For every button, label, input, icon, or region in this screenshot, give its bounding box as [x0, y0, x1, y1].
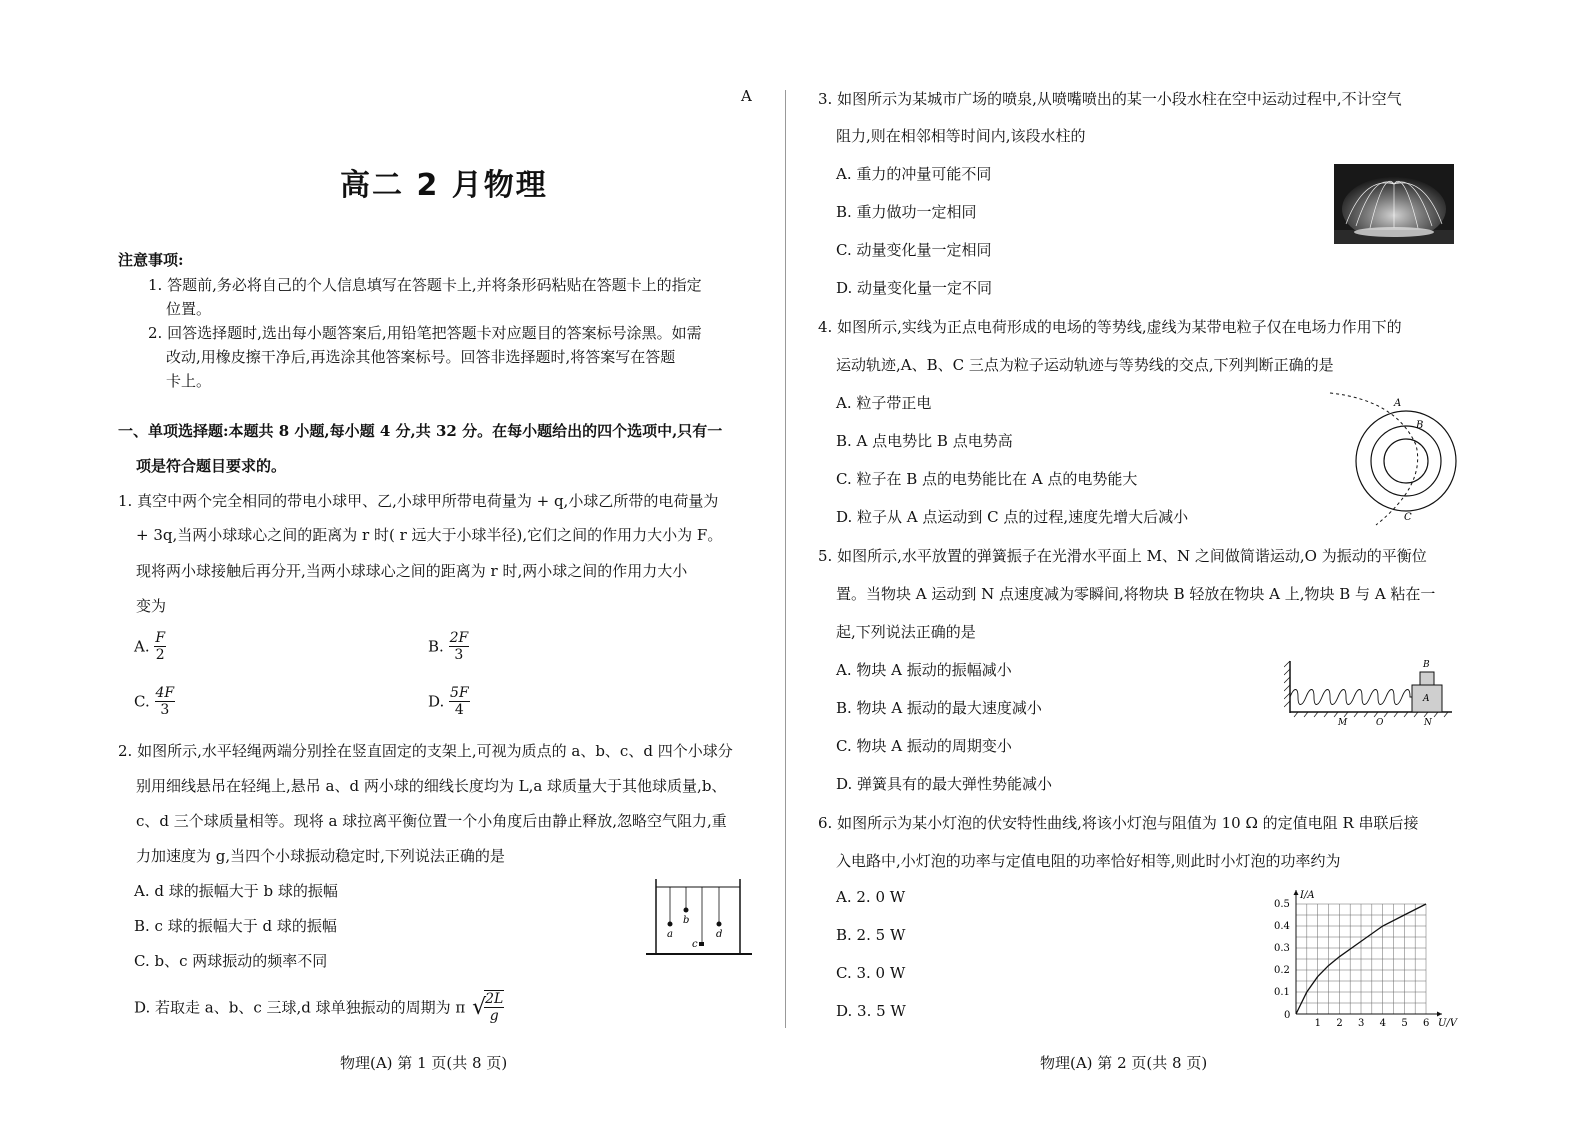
q3-option-a: A. 重力的冲量可能不同: [836, 165, 992, 183]
label-d: d: [716, 929, 723, 940]
q2-text: 别用细线悬吊在轻绳上,悬吊 a、d 两小球的细线长度均为 L,a 球质量大于其他球质量,b、: [136, 777, 727, 795]
x-tick-label: 5: [1401, 1018, 1408, 1029]
x-axis-label: U/V: [1438, 1018, 1458, 1029]
label-a: a: [667, 929, 673, 940]
q1-text: 现将两小球接触后再分开,当两小球球心之间的距离为 r 时,两小球之间的作用力大小: [136, 562, 688, 580]
q5-option-c: C. 物块 A 振动的周期变小: [836, 737, 1012, 755]
q1-option-a: [134, 630, 166, 663]
q5-text: 5. 如图所示,水平放置的弹簧振子在光滑水平面上 M、N 之间做简谐运动,O 为振动的平衡位: [818, 547, 1427, 565]
q3-text: 阻力,则在相邻相等时间内,该段水柱的: [836, 127, 1086, 145]
label-N: N: [1424, 718, 1432, 728]
q4-option-c: C. 粒子在 B 点的电势能比在 A 点的电势能大: [836, 470, 1138, 488]
q2-text: c、d 三个球质量相等。现将 a 球拉离平衡位置一个小角度后由静止释放,忽略空气阻力,重: [136, 812, 727, 830]
y-tick-label: 0.1: [1274, 987, 1290, 998]
q4-option-a: A. 粒子带正电: [836, 394, 932, 412]
label-c: c: [692, 939, 698, 950]
option-label: C.: [134, 692, 150, 711]
q5-option-d: D. 弹簧具有的最大弹性势能减小: [836, 775, 1053, 793]
q3-option-b: B. 重力做功一定相同: [836, 203, 977, 221]
q4-text: 运动轨迹,A、B、C 三点为粒子运动轨迹与等势线的交点,下列判断正确的是: [836, 356, 1334, 374]
y-axis-arrow: [1294, 890, 1299, 895]
fountain-photo: [1334, 164, 1454, 244]
fraction: $\frac{4F}{3}$: [155, 685, 175, 718]
label-O: O: [1376, 718, 1384, 728]
q5-text: 置。当物块 A 运动到 N 点速度减为零瞬间,将物块 B 轻放在物块 A 上,物块 B 与 A 粘在一: [836, 585, 1436, 603]
notice-line: 位置。: [166, 300, 212, 318]
label-M: M: [1338, 718, 1348, 728]
q6-text: 6. 如图所示为某小灯泡的伏安特性曲线,将该小灯泡与阻值为 10 Ω 的定值电阻 R 串联后接: [818, 814, 1419, 832]
version-mark: A: [741, 87, 752, 105]
sqrt-sign: √: [472, 994, 487, 1020]
equipotential-figure: [1326, 390, 1458, 530]
q4-text: 4. 如图所示,实线为正点电荷形成的电场的等势线,虚线为某带电粒子仅在电场力作用下的: [818, 318, 1402, 336]
q5-option-a: A. 物块 A 振动的振幅减小: [836, 661, 1012, 679]
q6-option-b: B. 2. 5 W: [836, 926, 906, 944]
x-tick-label: 4: [1379, 1018, 1387, 1029]
q6-option-d: D. 3. 5 W: [836, 1002, 906, 1020]
option-label: D.: [428, 692, 445, 711]
pendulum-figure: [644, 875, 754, 960]
section-heading-cont: 项是符合题目要求的。: [136, 457, 287, 475]
column-divider: [785, 90, 786, 1028]
notice-heading: 注意事项:: [118, 251, 184, 269]
q3-text: 3. 如图所示为某城市广场的喷泉,从喷嘴喷出的某一小段水柱在空中运动过程中,不计空气: [818, 90, 1402, 108]
label-b: b: [683, 915, 690, 926]
x-tick-label: 2: [1336, 1018, 1343, 1029]
y-tick-label: 0.2: [1274, 965, 1290, 976]
iv-curve-chart: [1270, 884, 1460, 1032]
section-heading: 一、单项选择题:本题共 8 小题,每小题 4 分,共 32 分。在每小题给出的四个选项中,只有一: [118, 422, 723, 440]
q4-option-d: D. 粒子从 A 点运动到 C 点的过程,速度先增大后减小: [836, 508, 1189, 526]
label-A: A: [1394, 398, 1402, 409]
q2-text: 2. 如图所示,水平轻绳两端分别拴在竖直固定的支架上,可视为质点的 a、b、c、d 四个小球分: [118, 742, 733, 760]
q1-text: + 3q,当两小球球心之间的距离为 r 时( r 远大于小球半径),它们之间的作用力大小为 F。: [136, 526, 723, 544]
fraction: $\frac{2F}{3}$: [449, 630, 469, 663]
x-tick-label: 3: [1358, 1018, 1365, 1029]
y-tick-label: 0.5: [1274, 899, 1290, 910]
label-block-A: A: [1423, 694, 1430, 704]
label-block-B: B: [1423, 660, 1430, 670]
q2-option-d: D. 若取走 a、b、c 三球,d 球单独振动的周期为 π √ $\frac{2L}{g}$: [134, 991, 504, 1024]
option-label: B.: [428, 637, 444, 656]
spring-figure: [1284, 655, 1456, 729]
q5-text: 起,下列说法正确的是: [836, 623, 976, 641]
x-axis-arrow: [1437, 1012, 1442, 1017]
option-label: A.: [134, 637, 150, 656]
fraction: $\frac{5F}{4}$: [450, 685, 469, 718]
q1-text: 变为: [136, 597, 167, 615]
fraction: $\frac{2L}{g}$: [485, 991, 504, 1024]
footer-right: 物理(A) 第 2 页(共 8 页): [1040, 1054, 1208, 1072]
page-title: 高二 2 月物理: [340, 168, 548, 203]
q3-option-d: D. 动量变化量一定不同: [836, 279, 993, 297]
q1-text: 1. 真空中两个完全相同的带电小球甲、乙,小球甲所带电荷量为 + q,小球乙所带的电荷量为: [118, 492, 719, 510]
q6-option-a: A. 2. 0 W: [836, 888, 906, 906]
q1-option-d: [428, 685, 470, 718]
q3-option-c: C. 动量变化量一定相同: [836, 241, 992, 259]
q1-option-b: [428, 630, 469, 663]
q2-option-c: C. b、c 两球振动的频率不同: [134, 952, 328, 970]
notice-line: 卡上。: [166, 372, 212, 390]
origin-label: 0: [1284, 1010, 1291, 1021]
footer-left: 物理(A) 第 1 页(共 8 页): [340, 1054, 508, 1072]
notice-line: 2. 回答选择题时,选出每小题答案后,用铅笔把答题卡对应题目的答案标号涂黑。如需: [148, 324, 702, 342]
y-tick-label: 0.4: [1274, 921, 1290, 932]
notice-line: 1. 答题前,务必将自己的个人信息填写在答题卡上,并将条形码粘贴在答题卡上的指定: [148, 276, 702, 294]
fraction: $\frac{F}{2}$: [155, 630, 166, 663]
x-tick-label: 1: [1314, 1018, 1322, 1029]
q2-option-b: B. c 球的振幅大于 d 球的振幅: [134, 917, 337, 935]
y-axis-label: I/A: [1300, 890, 1315, 901]
q2-option-a: A. d 球的振幅大于 b 球的振幅: [134, 882, 338, 900]
q1-option-c: [134, 685, 175, 718]
x-tick-label: 6: [1423, 1018, 1430, 1029]
y-tick-label: 0.3: [1274, 943, 1290, 954]
q6-text: 入电路中,小灯泡的功率与定值电阻的功率恰好相等,则此时小灯泡的功率约为: [836, 852, 1341, 870]
q4-option-b: B. A 点电势比 B 点电势高: [836, 432, 1013, 450]
label-B: B: [1416, 420, 1424, 431]
q5-option-b: B. 物块 A 振动的最大速度减小: [836, 699, 1042, 717]
q2-text: 力加速度为 g,当四个小球振动稳定时,下列说法正确的是: [136, 847, 505, 865]
q6-option-c: C. 3. 0 W: [836, 964, 906, 982]
label-C: C: [1404, 512, 1412, 523]
notice-line: 改动,用橡皮擦干净后,再选涂其他答案标号。回答非选择题时,将答案写在答题: [166, 348, 676, 366]
